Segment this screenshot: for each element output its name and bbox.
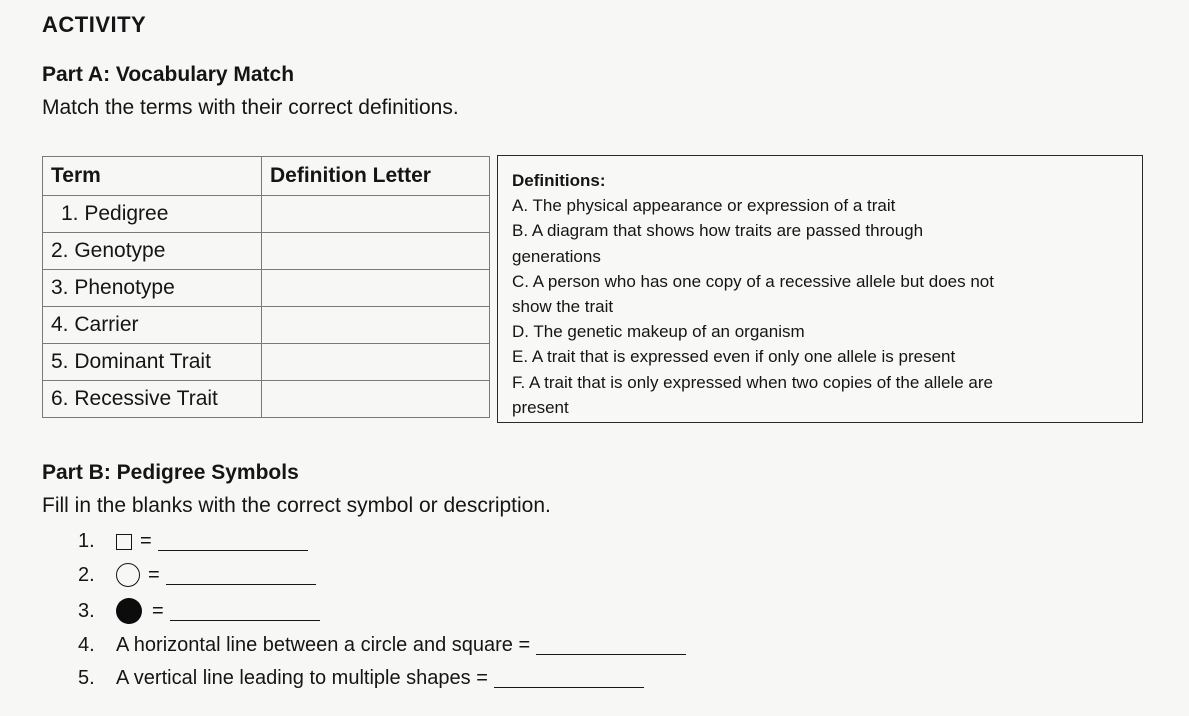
term-cell: 1. Pedigree	[43, 196, 262, 233]
definition-line: D. The genetic makeup of an organism	[512, 322, 805, 342]
open-circle-symbol-icon	[116, 563, 140, 587]
answer-blank[interactable]	[494, 669, 644, 688]
table-row	[43, 307, 490, 344]
term-cell: 6. Recessive Trait	[43, 381, 262, 418]
answer-blank[interactable]	[158, 532, 308, 551]
part-b-heading: Part B: Pedigree Symbols	[42, 461, 299, 484]
item-number: 5.	[78, 667, 95, 689]
definition-line: C. A person who has one copy of a recessive allele but does not	[512, 271, 994, 291]
item-text: A horizontal line between a circle and square =	[116, 634, 531, 656]
table-header-term: Term	[43, 157, 262, 196]
symbol-item-2	[78, 563, 316, 587]
definition-letter-cell[interactable]	[261, 307, 489, 344]
definition-letter-cell[interactable]	[261, 344, 489, 381]
term-cell: 5. Dominant Trait	[43, 344, 262, 381]
definition-line: B. A diagram that shows how traits are passed through	[512, 221, 924, 241]
definition-line: show the trait	[512, 297, 614, 317]
definition-letter-cell[interactable]	[261, 270, 489, 307]
definition-line: E. A trait that is expressed even if only one allele is present	[512, 347, 956, 367]
symbol-item-3	[78, 598, 320, 624]
definition-line: present	[512, 397, 569, 417]
filled-circle-symbol-icon	[116, 598, 142, 624]
definition-line: generations	[512, 246, 601, 266]
definition-letter-cell[interactable]	[261, 381, 489, 418]
answer-blank[interactable]	[166, 566, 316, 585]
term-cell: 4. Carrier	[43, 307, 262, 344]
part-b-instruction: Fill in the blanks with the correct symbol or description.	[42, 494, 551, 517]
table-header-row	[43, 157, 490, 196]
term-cell: 2. Genotype	[43, 233, 262, 270]
item-number: 4.	[78, 634, 95, 656]
table-row	[43, 381, 490, 418]
equals-sign: =	[148, 563, 160, 586]
definition-letter-cell[interactable]	[261, 196, 489, 233]
item-number: 2.	[78, 563, 95, 586]
answer-blank[interactable]	[170, 602, 320, 621]
symbol-item-4	[78, 634, 686, 657]
table-row	[43, 196, 490, 233]
definition-line: F. A trait that is only expressed when two copies of the allele are	[512, 372, 993, 392]
equals-sign: =	[140, 530, 152, 552]
equals-sign: =	[152, 599, 164, 622]
item-number: 1.	[78, 530, 95, 552]
table-header-definition-letter: Definition Letter	[261, 157, 489, 196]
term-cell: 3. Phenotype	[43, 270, 262, 307]
symbol-item-5	[78, 667, 644, 690]
definitions-box	[497, 155, 1143, 423]
table-row	[43, 344, 490, 381]
answer-blank[interactable]	[536, 636, 686, 655]
vocabulary-table	[42, 156, 490, 418]
definition-line: A. The physical appearance or expression of a trait	[512, 196, 896, 216]
page-title: ACTIVITY	[42, 12, 147, 37]
item-text: A vertical line leading to multiple shapes =	[116, 667, 488, 689]
symbol-item-1	[78, 530, 308, 553]
item-number: 3.	[78, 599, 95, 622]
table-row	[43, 270, 490, 307]
table-row	[43, 233, 490, 270]
square-symbol-icon	[116, 534, 132, 550]
part-a-heading: Part A: Vocabulary Match	[42, 63, 295, 86]
definitions-title: Definitions:	[512, 171, 606, 190]
part-a-instruction: Match the terms with their correct definitions.	[42, 96, 459, 119]
definition-letter-cell[interactable]	[261, 233, 489, 270]
